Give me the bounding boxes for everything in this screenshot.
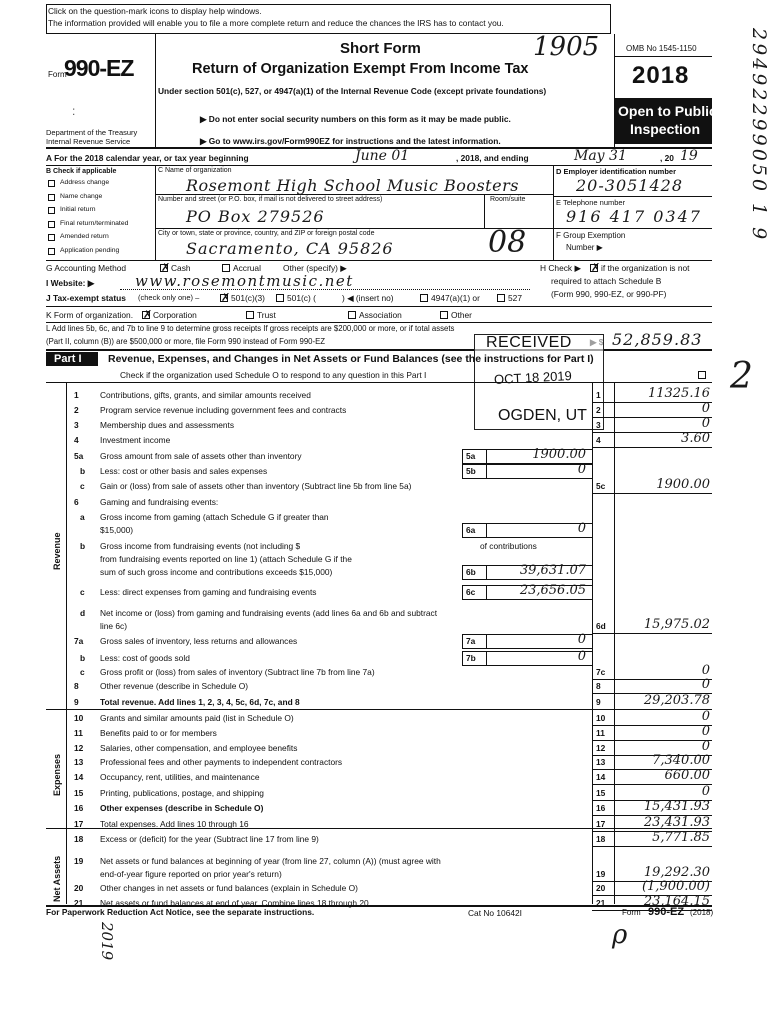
line-amount: 3.60 [681,431,710,446]
line-rule [592,493,712,494]
website-url: www.rosemontmusic.net [135,272,354,290]
line-box-number: 8 [596,681,601,691]
sub-box-number: 6b [466,567,476,577]
line-box-number: 13 [596,757,606,767]
line-a-label: A For the 2018 calendar year, or tax year beginning [46,153,249,163]
line-rule [592,633,712,634]
line-number: c [80,667,85,677]
line-amount: 29,203.78 [643,693,710,708]
tax-year-end: May 31 [574,148,627,164]
handwritten-2: 2 [730,356,753,397]
line-number: 21 [74,898,84,908]
part-i-tag: Part I [54,353,82,365]
line-description: Professional fees and other payments to independent contractors [100,757,343,767]
sub-box-number: 7b [466,653,476,663]
line-h-text-2: required to attach Schedule B [551,276,662,286]
sub-box-bottom [462,665,592,666]
gross-receipts-amount: 52,859.83 [612,330,703,349]
line-number: 8 [74,681,79,691]
line-number: b [80,466,86,476]
side-divider [66,382,67,904]
line-number: a [80,512,85,522]
line-number: 17 [74,819,84,829]
sub-box-left [462,464,463,478]
cash-checkbox[interactable]: ✗ [161,262,171,274]
line-number: 6 [74,497,79,507]
line-box-number: 1 [596,390,601,400]
ein: 20-3051428 [576,176,684,195]
line-d-label: D Employer identification number [556,167,677,176]
line-box-number: 16 [596,803,606,813]
line-description: Total revenue. Add lines 1, 2, 3, 4, 5c, 6d, 7c, and 8 [100,697,300,707]
line-box-number: 17 [596,819,606,829]
line-amount: 15,975.02 [643,617,710,632]
line-number: 9 [74,697,79,707]
line-box-number: 6d [596,621,606,631]
line-amount: 0 [701,677,710,692]
dept-mark: : [72,104,76,118]
line-description: Other revenue (describe in Schedule O) [100,681,249,691]
sub-box-mid [486,449,487,463]
check-applicable-checkbox[interactable] [48,194,55,201]
expenses-side-label: Expenses [52,753,62,796]
check-applicable-label: Amended return [60,233,109,240]
line-number: 2 [74,405,79,415]
line-rule [592,447,712,448]
tax-year-end-yr: 19 [680,148,698,164]
line-number: 20 [74,883,84,893]
line-amount: 23,164.15 [643,894,710,909]
sub-box-amount: 23,656.05 [519,583,586,598]
line-box-number: 3 [596,420,601,430]
city-label: City or town, state or province, country, and ZIP or foreign postal code [158,230,375,237]
sub-box-mid [486,565,487,579]
sub-box-left [462,523,463,537]
sub-box-number: 6c [466,587,476,597]
form-number: 990-EZ [64,55,134,81]
notice-line-1: Click on the question-mark icons to display help windows. [48,6,262,16]
j-rule [46,306,712,307]
line-amount: 19,292.30 [643,865,710,880]
association-label: Association [359,310,402,320]
d-rule [553,196,712,197]
dept-treasury: Department of the Treasury [46,128,138,137]
line-amount: 23,431.93 [643,815,710,830]
schedule-b-checkbox[interactable]: ✗ [591,262,601,274]
city-state-zip: Sacramento, CA 95826 [186,239,394,258]
line-j-label: J Tax-exempt status [46,293,126,303]
check-applicable-checkbox[interactable] [48,234,55,241]
sub-box-left [462,449,463,463]
check-applicable-checkbox[interactable] [48,221,55,228]
trust-checkbox[interactable] [246,311,254,319]
instruction-ssn: ▶ Do not enter social security numbers on this form as it may be made public. [200,114,511,124]
line-a-yr-prefix: , 20 [660,153,674,163]
line-description: Investment income [100,435,171,445]
received-stamp-city: OGDEN, UT [498,407,587,424]
line-number: 10 [74,713,84,723]
line-description-cont: from fundraising events reported on line 1) (attach Schedule G if the [100,554,352,564]
line-amount: 0 [701,416,710,431]
check-applicable-label: Address change [60,179,110,186]
line-description: Gross income from gaming (attach Schedule G if greater than [100,512,329,522]
sub-box-amount: 0 [577,649,586,664]
sub-box-mid [486,634,487,648]
footer-form-year: (2018) [690,908,714,917]
line-number: 12 [74,743,84,753]
line-amount: 11325.16 [647,386,710,401]
c-name-rule [155,194,553,195]
line-description: Gross sales of inventory, less returns and allowances [100,636,298,646]
cash-label: Cash [171,263,191,273]
line-k-label: K Form of organization. [46,310,134,320]
line-rule [592,846,712,847]
line-amount: 0 [701,724,710,739]
line-amount: 15,431.93 [643,799,710,814]
room-label: Room/suite [490,196,526,203]
line-number: c [80,481,85,491]
sub-box-bottom [462,478,592,479]
line-description: Printing, publications, postage, and shipping [100,788,264,798]
4947-label: 4947(a)(1) or [431,293,480,303]
line-number: b [80,541,86,551]
sub-box-amount: 0 [577,521,586,536]
form-title: Return of Organization Exempt From Income Tax [192,61,529,77]
line-description: Total expenses. Add lines 10 through 16 [100,819,249,829]
line-e-label: E Telephone number [556,198,626,207]
line-amount: 0 [701,784,710,799]
line-a-mid: , 2018, and ending [456,153,529,163]
notice-line-2: The information provided will enable you to file a more complete return and reduce the chances the IRS has to contact you. [48,18,504,28]
line-number: 19 [74,856,84,866]
sub-box-number: 5a [466,451,476,461]
sub-box-mid [486,464,487,478]
line-f-label-2: Number ▶ [566,243,603,252]
501c-checkbox[interactable] [276,294,284,302]
line-number: 11 [74,728,83,738]
line-description: Grants and similar amounts paid (list in Schedule O) [100,713,294,723]
line-description-cont: $15,000) [100,525,134,535]
line-box-number: 19 [596,869,606,879]
line-amount: 0 [701,663,710,678]
line-f-label: F Group Exemption [556,231,626,240]
accrual-label: Accrual [233,263,261,273]
omb-number: OMB No 1545-1150 [626,44,697,53]
line-description-suffix: of contributions [480,541,537,551]
line-box-number: 20 [596,883,606,893]
notice-right-border [610,4,611,34]
line-b-label: B Check if applicable [46,168,117,175]
b-c-divider [155,165,156,260]
check-applicable-label: Application pending [60,246,120,254]
line-description-cont: line 6c) [100,621,127,631]
501c3-checkbox[interactable]: ✗ [221,292,231,304]
line-box-number: 7c [596,667,606,677]
corporation-checkbox[interactable]: ✗ [143,309,153,321]
line-box-number: 11 [596,728,605,738]
line-description: Excess or (deficit) for the year (Subtract line 17 from line 9) [100,834,319,844]
sub-box-number: 6a [466,525,476,535]
line-number: 1 [74,390,79,400]
line-amount: 0 [701,709,710,724]
line-l-text-2: (Part II, column (B)) are $500,000 or more, file Form 990 instead of Form 990-EZ [46,337,326,346]
line-number: c [80,587,85,597]
sub-box-bottom [462,599,592,600]
sub-box-bottom [462,537,592,538]
line-description: Program service revenue including government fees and contracts [100,405,347,415]
line-number: d [80,608,86,618]
street-label: Number and street (or P.O. box, if mail is not delivered to street address) [158,196,383,203]
expenses-netassets-divider [46,828,712,829]
sub-box-mid [486,523,487,537]
line-amount: 660.00 [664,768,710,783]
line-number: 5a [74,451,84,461]
line-box-number: 4 [596,435,601,445]
line-amount: (1,900.00) [641,879,710,894]
other-org-label: Other [451,310,472,320]
other-method-label: Other (specify) ▶ [283,263,347,273]
room-divider [484,194,485,228]
527-label: 527 [508,293,522,303]
box-col-left [592,382,593,904]
check-applicable-checkbox[interactable] [48,248,55,255]
line-description: Occupancy, rent, utilities, and maintenance [100,772,260,782]
c-d-divider [553,165,554,260]
line-description: Gross profit or (loss) from sales of inventory (Subtract line 7b from line 7a) [100,667,375,677]
line-description-cont: end-of-year figure reported on prior year's return) [100,869,282,879]
check-applicable-label: Initial return [60,206,96,213]
part-i-header-rule [46,382,712,383]
line-number: 4 [74,435,79,445]
received-stamp-title: RECEIVED [486,334,572,351]
accrual-checkbox[interactable] [222,264,230,272]
line-amount: 7,340.00 [652,753,710,768]
side-dln-number: 29492299050 1 9 [748,28,770,243]
501c3-label: 501(c)(3) [231,293,265,303]
organization-name: Rosemont High School Music Boosters [186,176,519,195]
line-c-label: C Name of organization [158,167,232,174]
line-amount: 5,771.85 [652,830,710,845]
check-applicable-label: Name change [60,192,103,200]
line-box-number: 21 [596,898,606,908]
e-rule [553,228,712,229]
line-description: Other expenses (describe in Schedule O) [100,803,264,813]
line-number: 13 [74,757,84,767]
line-g-label: G Accounting Method [46,263,127,273]
line-number: 15 [74,788,84,798]
527-checkbox[interactable] [497,294,505,302]
4947-checkbox[interactable] [420,294,428,302]
line-box-number: 12 [596,743,606,753]
part-i-title: Revenue, Expenses, and Changes in Net Assets or Fund Balances (see the instructions for Part I) [108,353,594,365]
short-form-heading: Short Form [340,40,421,57]
line-a-rule [46,165,712,166]
received-stamp-date: OCT 18 2019 [493,367,573,388]
handwritten-1905: 1905 [533,32,600,62]
notice-left-border [46,4,47,34]
line-description: Gross amount from sale of assets other than inventory [100,451,302,461]
tax-year-begin: June 01 [355,148,410,164]
sub-box-mid [486,651,487,665]
line-amount: 0 [701,739,710,754]
top-rule [46,4,610,5]
line-description: Gaming and fundraising events: [100,497,219,507]
line-h-text-1: if the organization is not [601,263,690,273]
handwritten-2019: 2019 [98,922,116,961]
line-i-label: I Website: ▶ [46,278,95,288]
line-description: Other changes in net assets or fund balances (explain in Schedule O) [100,883,358,893]
cat-number: Cat No 10642I [468,908,523,918]
check-applicable-checkbox[interactable] [48,207,55,214]
line-box-number: 15 [596,788,606,798]
sub-box-amount: 0 [577,462,586,477]
sub-box-left [462,651,463,665]
line-description: Net assets or fund balances at end of year. Combine lines 18 through 20 [100,898,369,908]
notice-bottom-rule [46,33,610,34]
line-j-sub: (check only one) – [138,293,200,302]
line-description: Membership dues and assessments [100,420,235,430]
line-description: Gain or (loss) from sale of assets other than inventory (Subtract line 5b from line 5a) [100,481,412,491]
line-box-number: 18 [596,834,606,844]
footer-form-word: Form [622,908,641,917]
l-rule [46,349,712,351]
corporation-label: Corporation [153,310,197,320]
line-description: Less: cost or other basis and sales expenses [100,466,268,476]
line-l-text-1: L Add lines 5b, 6c, and 7b to line 9 to determine gross receipts If gross receipts are $200,000 or more, or if total assets [46,324,455,333]
line-description: Salaries, other compensation, and employee benefits [100,743,298,753]
inspection: Inspection [630,121,701,137]
sub-box-number: 7a [466,636,476,646]
other-org-checkbox[interactable] [440,311,448,319]
handwritten-08: 08 [488,225,527,260]
check-applicable-label: Final return/terminated [60,219,129,227]
box-col-mid [614,382,615,904]
tax-year: 2018 [632,62,690,89]
association-checkbox[interactable] [348,311,356,319]
insert-no-label: ) ◀ (insert no) [342,293,394,303]
irs-label: Internal Revenue Service [46,137,131,146]
line-amount: 1900.00 [656,477,710,492]
sub-box-mid [486,585,487,599]
line-number: b [80,653,86,663]
sub-box-left [462,585,463,599]
telephone: 916 417 0347 [566,207,702,226]
line-number: 7a [74,636,84,646]
open-to-public: Open to Public [618,103,717,119]
part-i-schedule-o-checkbox[interactable] [698,371,706,379]
line-description: Net income or (loss) from gaming and fundraising events (add lines 6a and 6b and subtract [100,608,438,618]
part-i-schedule-o-check: Check if the organization used Schedule O to respond to any question in this Part I [120,370,427,380]
line-description: Net assets or fund balances at beginning of year (from line 27, column (A)) (must agree with [100,856,441,866]
line-box-number: 14 [596,772,606,782]
line-box-number: 5c [596,481,606,491]
net-assets-side-label: Net Assets [52,855,62,902]
revenue-side-label: Revenue [52,532,62,570]
line-number: 14 [74,772,84,782]
sub-box-amount: 0 [577,632,586,647]
sub-box-number: 5b [466,466,476,476]
bcdef-bottom-rule [46,260,712,261]
footer-form-number: 990-EZ [648,906,685,918]
line-box-number: 10 [596,713,606,723]
line-box-number: 9 [596,697,601,707]
form-word: Form [48,70,67,79]
line-description: Less: direct expenses from gaming and fundraising events [100,587,317,597]
form-subtitle: Under section 501(c), 527, or 4947(a)(1) of the Internal Revenue Code (except private foundations) [158,86,547,96]
line-description: Contributions, gifts, grants, and similar amounts received [100,390,311,400]
street-address: PO Box 279526 [186,207,325,226]
sub-box-amount: 1900.00 [532,447,586,462]
sub-box-left [462,634,463,648]
sub-box-left [462,565,463,579]
header-left-divider [155,34,156,147]
501c-label: 501(c) ( [287,293,316,303]
revenue-expenses-divider [46,709,712,710]
line-description: Benefits paid to or for members [100,728,217,738]
line-number: 16 [74,803,84,813]
line-number: 3 [74,420,79,430]
line-description: Gross income from fundraising events (not including $ [100,541,301,551]
omb-rule [614,56,712,57]
handwritten-mark: ρ [612,920,628,950]
website-underline [120,289,530,290]
line-h-label: H Check ▶ [540,263,581,273]
trust-label: Trust [257,310,276,320]
line-description-cont: sum of such gross income and contributions exceeds $15,000) [100,567,333,577]
line-amount: 0 [701,401,710,416]
paperwork-notice: For Paperwork Reduction Act Notice, see the separate instructions. [46,907,315,917]
check-applicable-checkbox[interactable] [48,180,55,187]
line-box-number: 2 [596,405,601,415]
line-number: 18 [74,834,84,844]
line-h-text-3: (Form 990, 990-EZ, or 990-PF) [551,289,667,299]
k-rule [46,322,712,323]
line-description: Less: cost of goods sold [100,653,190,663]
instruction-url: ▶ Go to www.irs.gov/Form990EZ for instructions and the latest information. [200,136,501,146]
sub-box-amount: 39,631.07 [519,563,586,578]
sub-box-bottom [462,579,592,580]
